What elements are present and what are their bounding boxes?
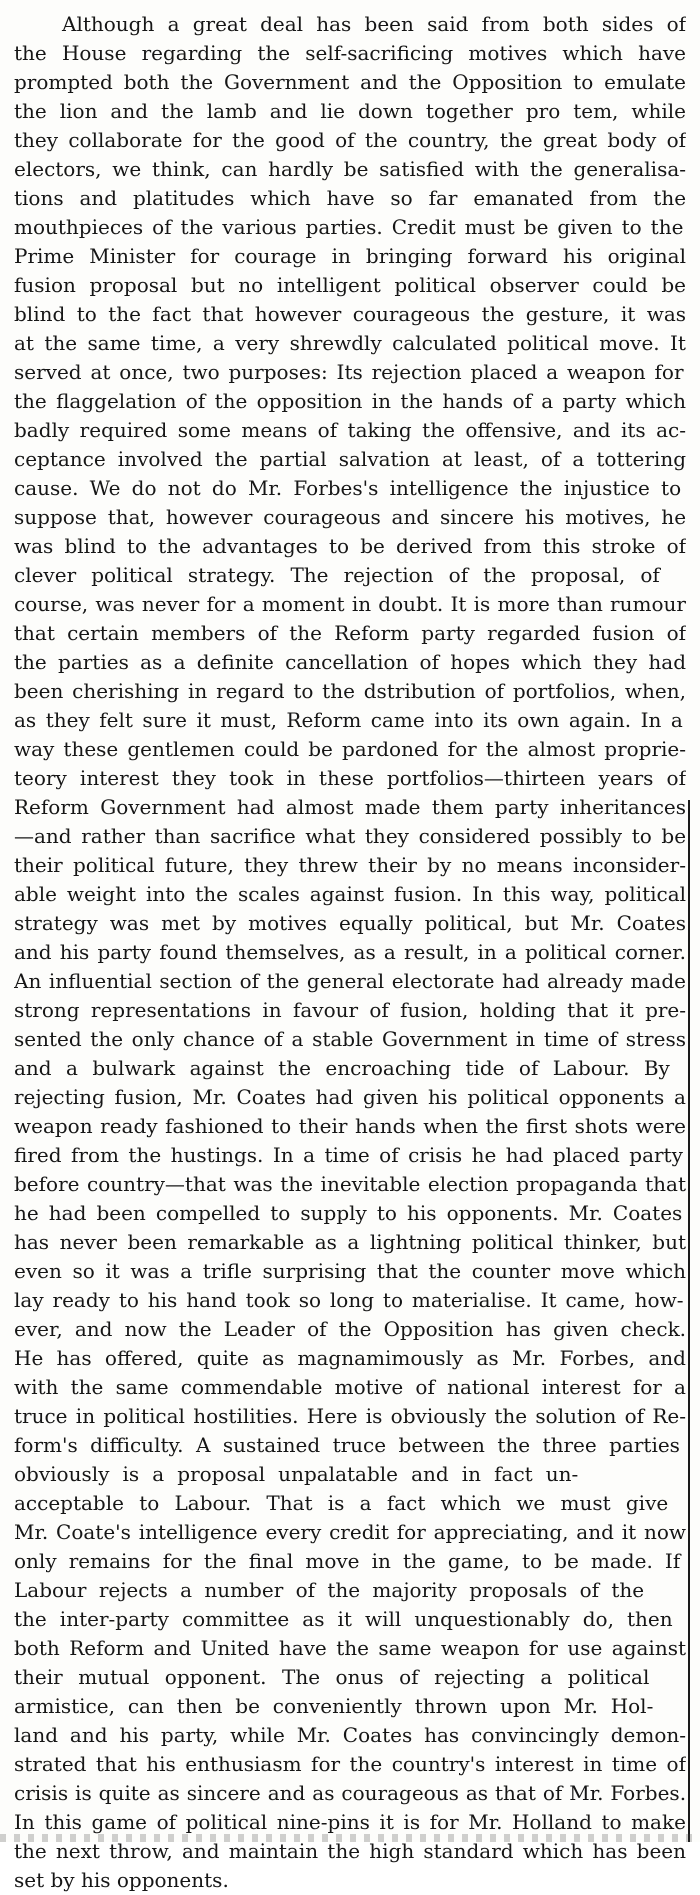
article-line: they collaborate for the good of the country, the great body of	[14, 128, 686, 152]
article-line: strong representations in favour of fusion, holding that it pre-	[14, 998, 686, 1022]
article-line: strategy was met by motives equally political, but Mr. Coates	[14, 911, 686, 935]
article-line: the flaggelation of the opposition in the hands of a party which	[14, 389, 686, 413]
article-line: only remains for the final move in the game, to be made. If	[14, 1549, 681, 1573]
article-line: way these gentlemen could be pardoned for the almost proprie-	[14, 737, 686, 761]
article-line: even so it was a trifle surprising that the counter move which	[14, 1259, 686, 1283]
article-line: crisis is quite as sincere and as courageous as that of Mr. Forbes.	[14, 1781, 686, 1805]
article-first-line: Although a great deal has been said from both sides of	[62, 12, 686, 36]
article-line: obviously is a proposal unpalatable and in fact un-	[14, 1462, 579, 1486]
article-line: the next throw, and maintain the high standard which has been	[14, 1839, 686, 1863]
article-line: land and his party, while Mr. Coates has convincingly demon-	[14, 1723, 686, 1747]
article-line: that certain members of the Reform party regarded fusion of	[14, 621, 686, 645]
article-line: with the same commendable motive of national interest for a	[14, 1375, 686, 1399]
article-line: form's difficulty. A sustained truce between the three parties	[14, 1433, 680, 1457]
article-line: sented the only chance of a stable Government in time of stress	[14, 1027, 686, 1051]
article-line: able weight into the scales against fusion. In this way, political	[14, 882, 686, 906]
page-bottom-edge	[0, 1834, 700, 1842]
article-line: ever, and now the Leader of the Opposition has given check.	[14, 1317, 686, 1341]
editorial-article	[14, 10, 686, 1895]
article-line: ceptance involved the partial salvation at least, of a tottering	[14, 447, 686, 471]
article-line: both Reform and United have the same weapon for use against	[14, 1636, 686, 1660]
article-line: truce in political hostilities. Here is obviously the solution of Re-	[14, 1404, 686, 1428]
article-line: lay ready to his hand took so long to materialise. It came, how-	[14, 1288, 684, 1312]
article-line: their mutual opponent. The onus of rejecting a political	[14, 1665, 650, 1689]
article-line: weapon ready fashioned to their hands when the first shots were	[14, 1114, 686, 1138]
article-line: clever political strategy. The rejection of the proposal, of	[14, 563, 660, 587]
article-line: has never been remarkable as a lightning political thinker, but	[14, 1230, 686, 1254]
article-line: An influential section of the general electorate had already made	[14, 969, 686, 993]
article-line: suppose that, however courageous and sincere his motives, he	[14, 505, 686, 529]
article-line: set by his opponents.	[14, 1868, 229, 1892]
article-line: was blind to the advantages to be derived from this stroke of	[14, 534, 686, 558]
article-line: tions and platitudes which have so far emanated from the	[14, 186, 686, 210]
article-line: Reform Government had almost made them party inheritances	[14, 795, 686, 819]
article-line: fired from the hustings. In a time of crisis he had placed party	[14, 1143, 683, 1167]
article-line: the parties as a definite cancellation of hopes which they had	[14, 650, 686, 674]
article-line: Prime Minister for courage in bringing forward his original	[14, 244, 686, 268]
article-line: blind to the fact that however courageous the gesture, it was	[14, 302, 686, 326]
article-line: electors, we think, can hardly be satisfied with the generalisa-	[14, 157, 686, 181]
article-line: before country—that was the inevitable election propaganda that	[14, 1172, 686, 1196]
article-line: and his party found themselves, as a result, in a political corner.	[14, 940, 686, 964]
article-line: and a bulwark against the encroaching tide of Labour. By	[14, 1056, 670, 1080]
article-line: —and rather than sacrifice what they considered possibly to be	[14, 824, 686, 848]
article-line: badly required some means of taking the offensive, and its ac-	[14, 418, 686, 442]
article-line: served at once, two purposes: Its rejection placed a weapon for	[14, 360, 684, 384]
article-line: been cherishing in regard to the dstribution of portfolios, when,	[14, 679, 686, 703]
article-line: fusion proposal but no intelligent political observer could be	[14, 273, 686, 297]
article-line: mouthpieces of the various parties. Credit must be given to the	[14, 215, 684, 239]
article-line: their political future, they threw their by no means inconsider-	[14, 853, 686, 877]
article-line: armistice, can then be conveniently thrown upon Mr. Hol-	[14, 1694, 654, 1718]
column-divider-rule	[688, 800, 690, 1842]
article-line: the inter-party committee as it will unquestionably do, then	[14, 1607, 673, 1631]
article-line: rejecting fusion, Mr. Coates had given his political opponents a	[14, 1085, 686, 1109]
article-line: teory interest they took in these portfolios—thirteen years of	[14, 766, 686, 790]
article-line: as they felt sure it must, Reform came into its own again. In a	[14, 708, 683, 732]
article-line: course, was never for a moment in doubt. It is more than rumour	[14, 592, 686, 616]
article-line: the lion and the lamb and lie down together pro tem, while	[14, 99, 686, 123]
article-line: acceptable to Labour. That is a fact which we must give	[14, 1491, 669, 1515]
article-line: Mr. Coate's intelligence every credit for appreciating, and it now	[14, 1520, 686, 1544]
article-line: In this game of political nine-pins it is for Mr. Holland to make	[14, 1810, 686, 1834]
article-line: strated that his enthusiasm for the country's interest in time of	[14, 1752, 686, 1776]
article-line: the House regarding the self-sacrificing motives which have	[14, 41, 686, 65]
article-line: he had been compelled to supply to his opponents. Mr. Coates	[14, 1201, 683, 1225]
article-line: He has offered, quite as magnamimously as Mr. Forbes, and	[14, 1346, 686, 1370]
article-line: cause. We do not do Mr. Forbes's intelligence the injustice to	[14, 476, 682, 500]
article-line: Labour rejects a number of the majority proposals of the	[14, 1578, 645, 1602]
article-line: at the same time, a very shrewdly calculated political move. It	[14, 331, 686, 355]
article-line: prompted both the Government and the Opposition to emulate	[14, 70, 686, 94]
